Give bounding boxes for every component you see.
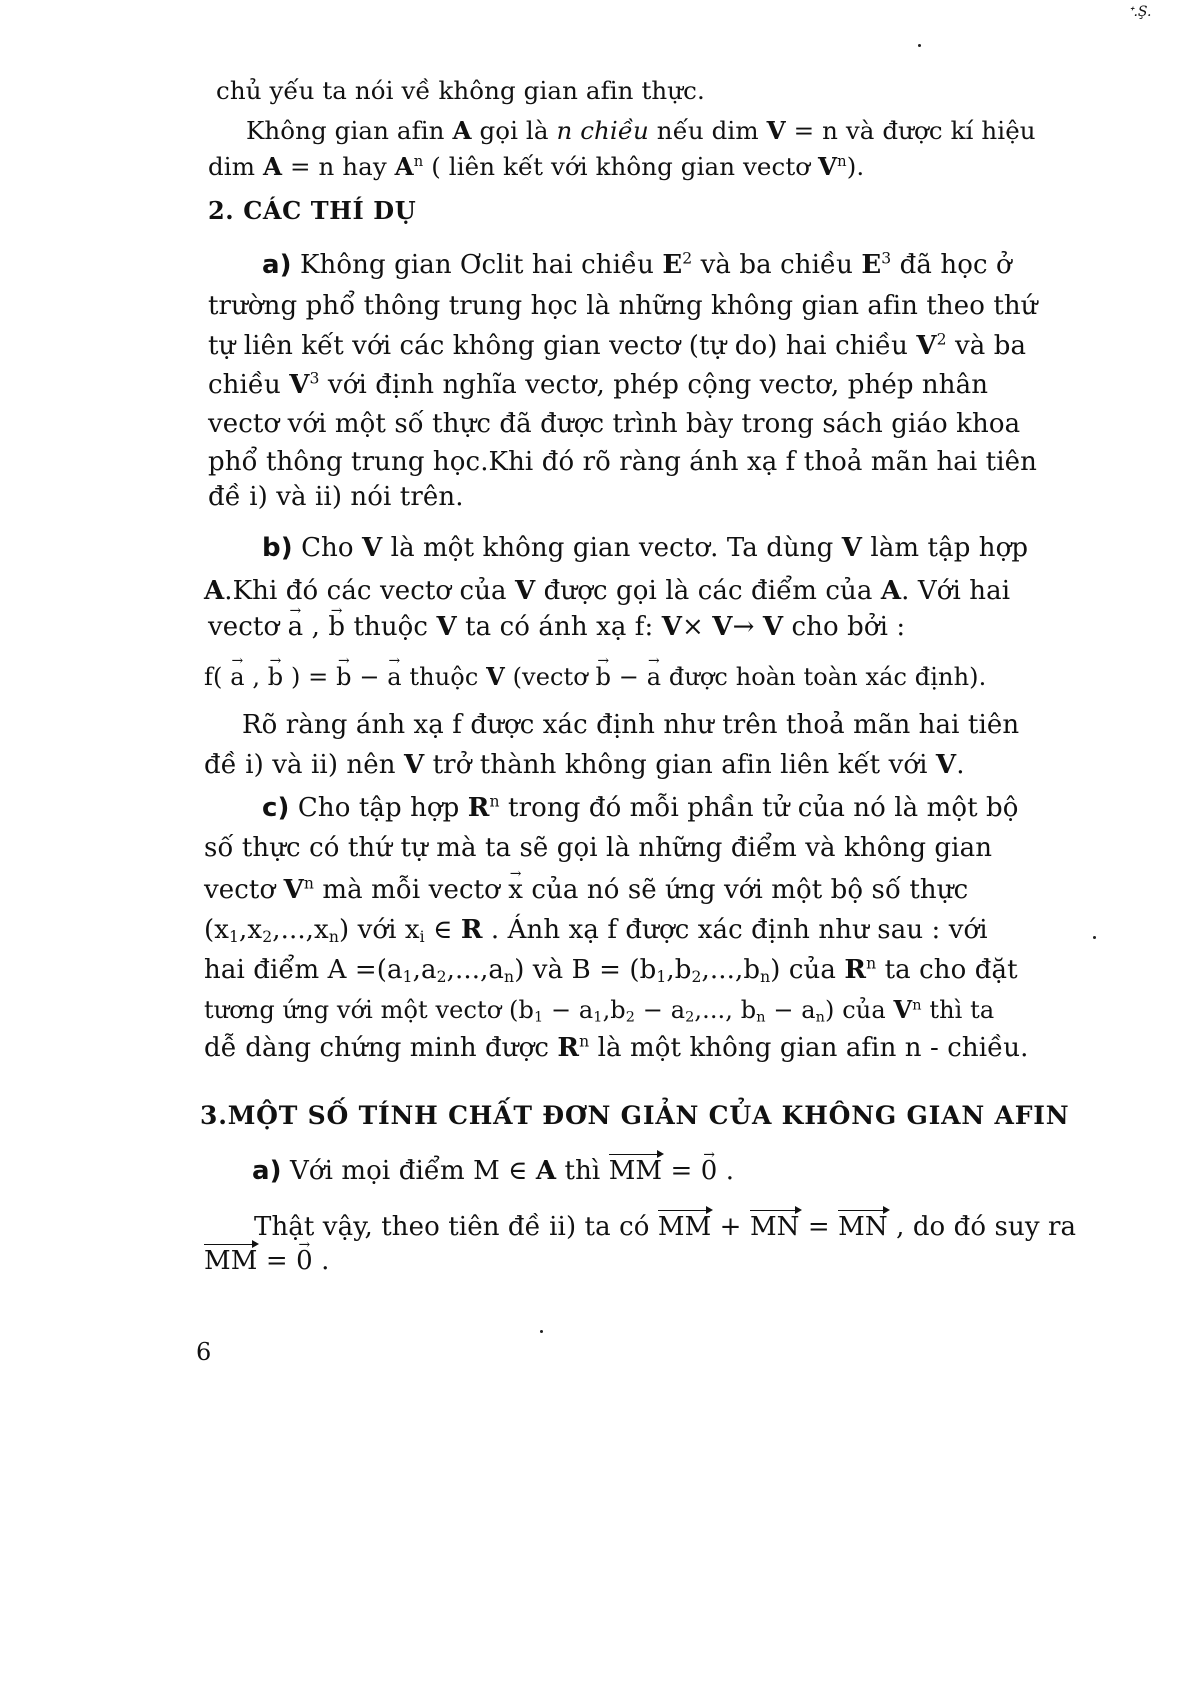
corner-mark: ᐩ.Ş. <box>1128 4 1152 20</box>
property-a-line-1: a) Với mọi điểm M ∈ A thì MM = → 0 . <box>252 1154 734 1186</box>
para-a-line-2: trường phổ thông trung học là những không gian afin theo thứ <box>208 291 1038 321</box>
vector-x: → x <box>508 875 523 905</box>
text-line-2: Không gian afin A gọi là n chiều nếu dim V = n và được kí hiệu <box>246 116 1036 145</box>
para-a-line-1: a) Không gian Ơclit hai chiều $E^2$ và ba chiều $E^3$ đã học ở <box>262 249 1012 280</box>
scan-speck <box>1093 936 1096 939</box>
vector-a: → a <box>288 612 304 642</box>
para-c-line-2: số thực có thứ tự mà ta sẽ gọi là những điểm và không gian <box>204 833 993 863</box>
para-b-line-3: vectơ → a , → b thuộc V ta có ánh xạ f: V× V→ V cho bởi : <box>208 612 905 642</box>
formula-f: f( → a , → b ) = → b − → a thuộc V (vectơ → b − → a được hoàn toàn xác định). <box>204 662 986 692</box>
para-a-line-5: vectơ với một số thực đã được trình bày trong sách giáo khoa <box>208 409 1021 439</box>
para-a-line-3: tự liên kết với các không gian vectơ (tự do) hai chiều $V^2$ và ba <box>208 330 1027 361</box>
para-b-line-6: đề i) và ii) nên V trở thành không gian afin liên kết với V. <box>204 750 965 780</box>
para-a-line-4: chiều $V^3$ với định nghĩa vectơ, phép cộng vectơ, phép nhân <box>208 369 989 400</box>
text-line-1: chủ yếu ta nói về không gian afin thực. <box>216 76 705 105</box>
property-a-line-3: MM = → 0 . <box>204 1244 329 1276</box>
para-c-line-1: c) Cho tập hợp $R^n$ trong đó mỗi phần tử của nó là một bộ <box>262 792 1019 823</box>
para-c-line-6: tương ứng với một vectơ ($b_1 - a_1,b_2 - a_2$,..., $b_n - a_n$) của $V^n$ thì ta <box>204 995 995 1026</box>
scan-speck <box>918 44 921 47</box>
para-c-line-4: $(x_1,x_2,...,x_n)$ với $x_i$ ∈ R . Ánh xạ f được xác định như sau : với <box>204 915 988 946</box>
text-line-3: dim A = n hay $A^n$ ( liên kết với không gian vectơ $V^n$). <box>208 152 865 181</box>
para-a-line-7: đề i) và ii) nói trên. <box>208 482 464 512</box>
vector-b: → b <box>328 612 345 642</box>
para-c-line-5: hai điểm $A =(a_1,a_2,...,a_n)$ và $B = (b_1,b_2,...,b_n)$ của $R^n$ ta cho đặt <box>204 954 1018 986</box>
para-a-line-6: phổ thông trung học.Khi đó rõ ràng ánh xạ f thoả mãn hai tiên <box>208 447 1037 477</box>
section-heading-3: 3.MỘT SỐ TÍNH CHẤT ĐƠN GIẢN CỦA KHÔNG GIAN AFIN <box>200 1101 1070 1130</box>
property-a-line-2: Thật vậy, theo tiên đề ii) ta có MM + MN = MN , do đó suy ra <box>254 1212 1077 1242</box>
para-c-line-7: dễ dàng chứng minh được $R^n$ là một không gian afin n - chiều. <box>204 1032 1029 1063</box>
para-b-line-5: Rõ ràng ánh xạ f được xác định như trên thoả mãn hai tiên <box>242 710 1020 740</box>
zero-vector: → 0 <box>701 1156 718 1186</box>
vector-MM: MM <box>608 1156 663 1186</box>
scan-speck <box>540 1330 543 1333</box>
para-b-line-1: b) Cho V là một không gian vectơ. Ta dùng V làm tập hợp <box>262 533 1029 563</box>
para-b-line-2: A.Khi đó các vectơ của V được gọi là các điểm của A. Với hai <box>204 576 1011 606</box>
page-number: 6 <box>196 1338 212 1366</box>
para-c-line-3: vectơ $V^n$ mà mỗi vectơ → x của nó sẽ ứng với một bộ số thực <box>204 875 968 905</box>
section-heading-2: 2. CÁC THÍ DỤ <box>208 196 417 225</box>
